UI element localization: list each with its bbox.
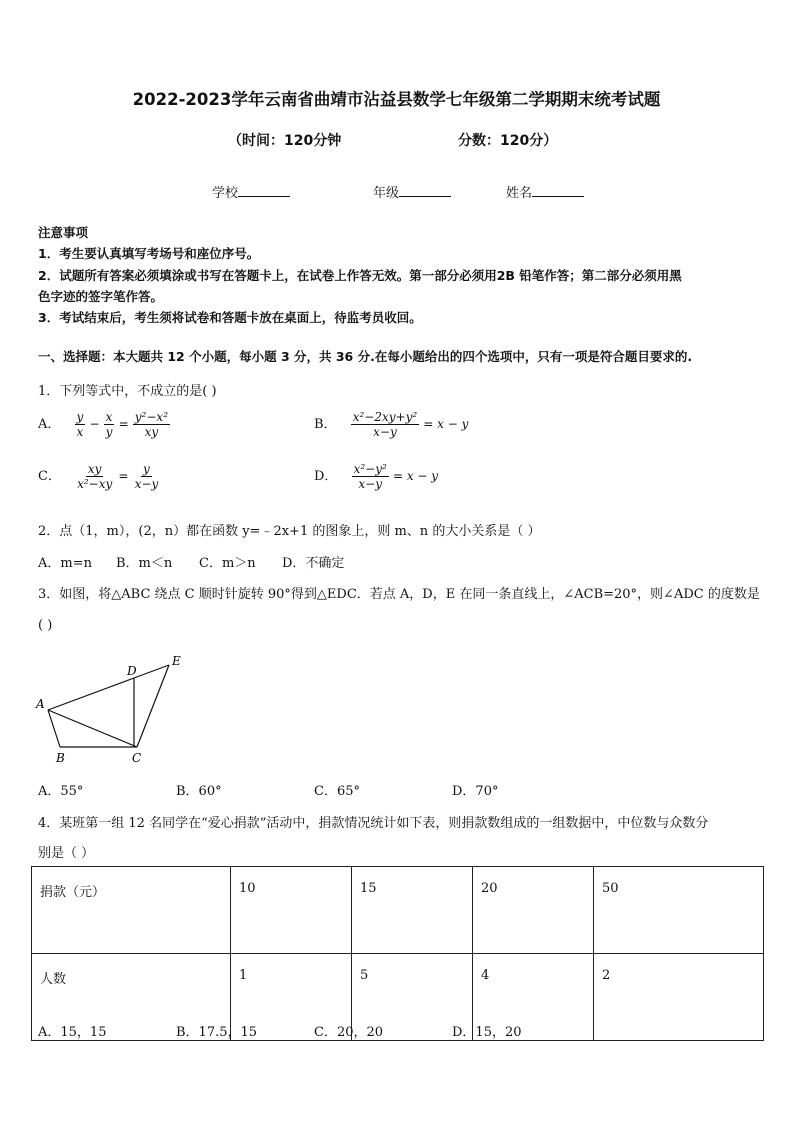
school-field[interactable] [212, 182, 290, 201]
school-blank[interactable] [238, 184, 290, 197]
section-heading: 一、选择题：本大题共 12 个小题，每小题 3 分，共 36 分.在每小题给出的四个选项中，只有一项是符合题目要求的. [38, 349, 693, 364]
option-label: C． [38, 469, 61, 484]
table-cell: 捐款（元） [32, 867, 231, 954]
note-item: 1．考生要认真填写考场号和座位序号。 [38, 246, 260, 261]
segment-ad [48, 678, 134, 710]
segment-ec [137, 665, 169, 747]
question-4-stem: 4．某班第一组 12 名同学在“爱心捐款”活动中，捐款情况统计如下表，则捐款数组成的一组数据中，中位数与众数分 [38, 816, 709, 831]
q1-option-a[interactable]: A． $\frac{y}{x}$ − $\frac{x}{y}$ = $\frac{\text{y²−x²}}{xy}$ [38, 410, 169, 439]
question-2-stem: 2．点（1，m），(2，n）都在函数 y=﹣2x+1 的图象上，则 m、n 的大小关系是（ ） [38, 524, 541, 539]
exam-time: （时间：120分钟 [228, 133, 342, 149]
q1-option-d[interactable]: D． $\frac{\text{x²−y²}}{x-y}$ = x − y [314, 462, 439, 491]
question-3-stem-cont: ( ) [38, 618, 53, 633]
question-3-stem: 3．如图，将△ABC 绕点 C 顺时针旋转 90°得到△EDC．若点 A，D，E 在同一条直线上，∠ACB=20°，则∠ADC 的度数是 [38, 587, 760, 602]
school-label: 学校 [212, 186, 239, 201]
segment-ac [48, 710, 137, 747]
donation-table [31, 866, 764, 1041]
q3-option-d[interactable]: D．70° [452, 784, 499, 799]
grade-field[interactable] [373, 182, 451, 201]
table-cell: 20 [473, 867, 594, 954]
q4-option-a[interactable]: A．15，15 [38, 1025, 107, 1040]
table-row [32, 954, 764, 1041]
note-item: 2．试题所有答案必须填涂或书写在答题卡上，在试卷上作答无效。第一部分必须用2B 铅笔作答；第二部分必须用黑 [38, 268, 682, 283]
q3-option-a[interactable]: A．55° [38, 784, 84, 799]
q4-option-c[interactable]: C．20，20 [314, 1025, 384, 1040]
table-cell: 人数 [32, 954, 231, 1041]
q1-option-b[interactable]: B． $\frac{\text{x²−2xy+y²}}{x-y}$ = x − y [314, 410, 469, 439]
q4-option-b[interactable]: B．17.5，15 [176, 1025, 258, 1040]
q3-option-b[interactable]: B．60° [176, 784, 222, 799]
name-label: 姓名 [506, 186, 533, 201]
question-1-stem: 1．下列等式中，不成立的是( ) [38, 384, 217, 399]
option-label: B． [314, 417, 337, 432]
table-cell: 15 [352, 867, 473, 954]
page-title: 2022-2023学年云南省曲靖市沾益县数学七年级第二学期期末统考试题 [132, 90, 661, 109]
note-item: 色字迹的签字笔作答。 [38, 289, 164, 304]
segment-ab [48, 710, 60, 747]
table-cell: 10 [231, 867, 352, 954]
notes-heading: 注意事项 [38, 225, 89, 240]
option-label: D． [314, 469, 338, 484]
table-cell: 1 [231, 954, 352, 1041]
table-cell: 50 [594, 867, 764, 954]
segment-de [134, 665, 169, 678]
table-cell: 5 [352, 954, 473, 1041]
table-cell: 2 [594, 954, 764, 1041]
q4-option-d[interactable]: D．15，20 [452, 1025, 522, 1040]
exam-score: 分数：120分） [458, 133, 558, 149]
grade-label: 年级 [373, 186, 400, 201]
q3-figure [30, 650, 200, 770]
name-field[interactable] [506, 182, 584, 201]
name-blank[interactable] [532, 184, 584, 197]
q2-option-b[interactable]: B．m＜n [116, 556, 173, 571]
table-row [32, 867, 764, 954]
point-label-b: B [56, 751, 65, 765]
q3-option-c[interactable]: C．65° [314, 784, 360, 799]
note-item: 3．考试结束后，考生须将试卷和答题卡放在桌面上，待监考员收回。 [38, 310, 422, 325]
q2-option-a[interactable]: A．m=n [38, 556, 92, 571]
option-label: A． [38, 417, 61, 432]
point-label-c: C [132, 751, 142, 765]
table-cell: 4 [473, 954, 594, 1041]
q1-option-c[interactable]: C． $\frac{xy}{\text{x²−xy}}$ = $\frac{y}{x-y}$ [38, 462, 159, 491]
q2-option-c[interactable]: C．m＞n [199, 556, 256, 571]
grade-blank[interactable] [399, 184, 451, 197]
point-label-e: E [172, 654, 181, 668]
q2-option-d[interactable]: D．不确定 [282, 556, 345, 571]
point-label-a: A [36, 697, 45, 711]
point-label-d: D [127, 664, 137, 678]
question-4-stem-cont: 别是（ ） [38, 846, 95, 861]
